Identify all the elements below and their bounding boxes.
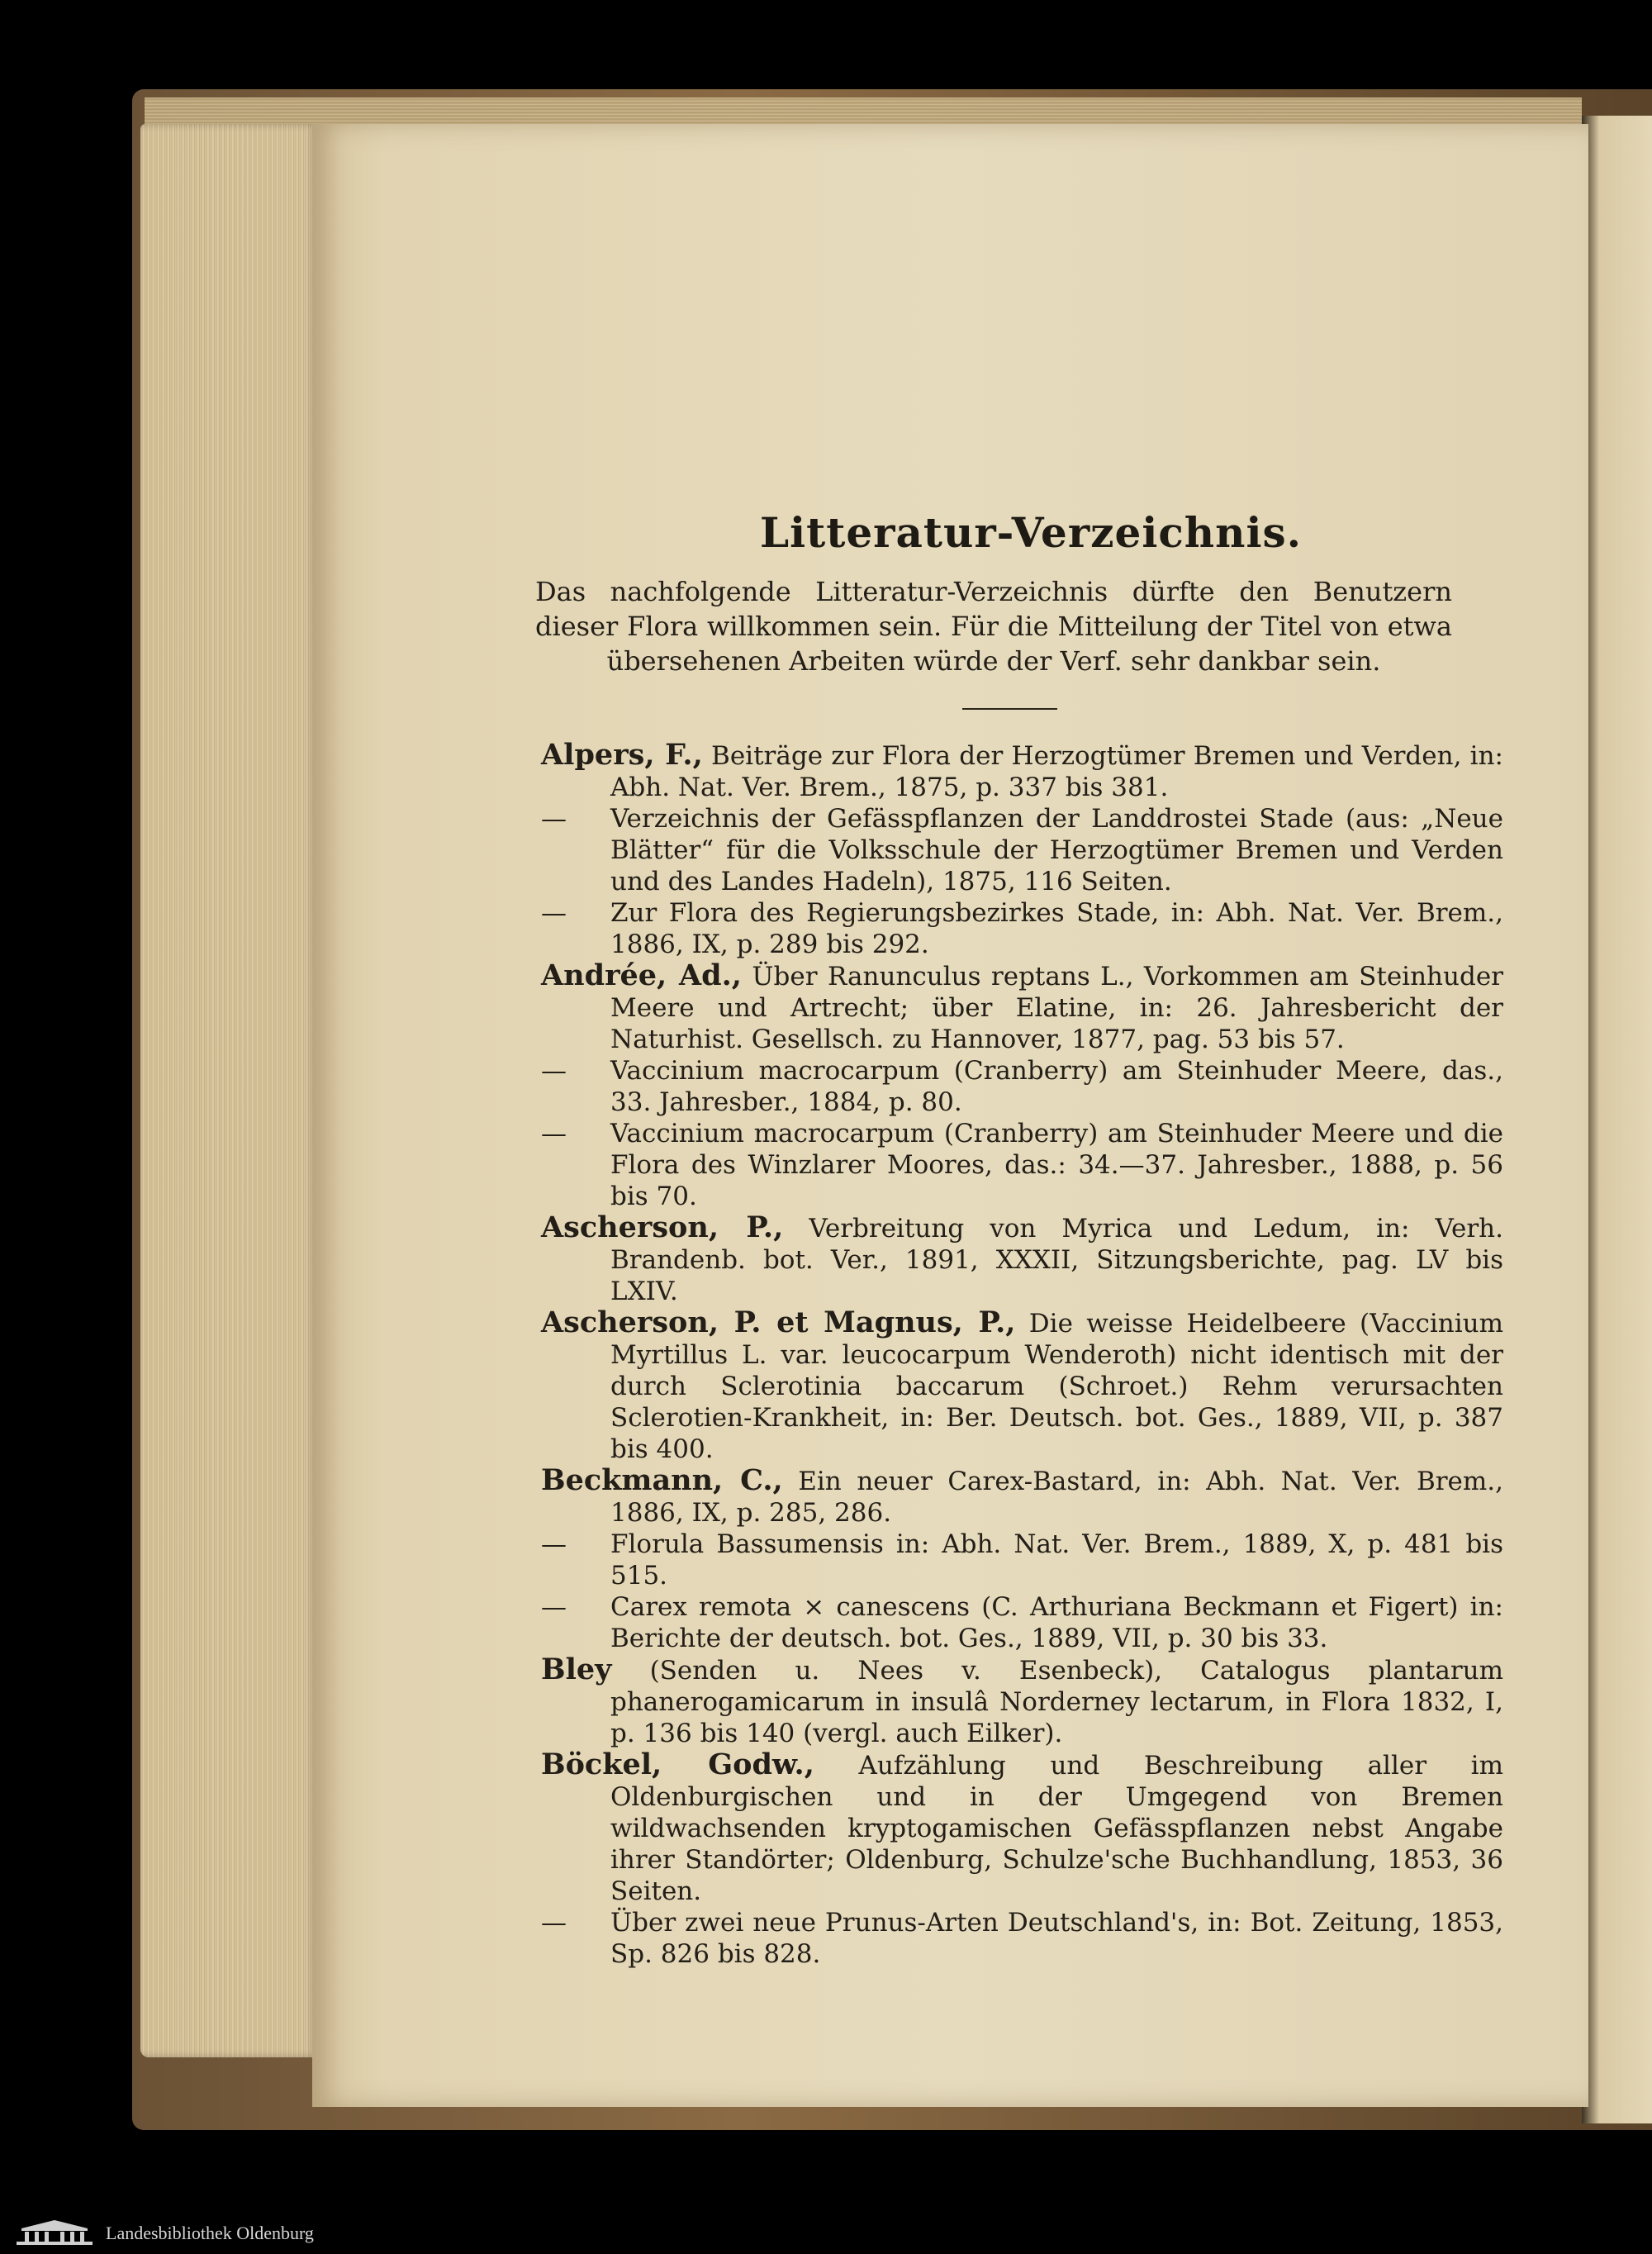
bibliography-list (541, 739, 1503, 1970)
bib-entry: Andrée, Ad., Über Ranunculus reptans L., Vorkommen am Steinhuder Meere und Artrecht; über Elatine, in: 26. Jahresbericht der Naturhist. Gesellsch. zu Hannover, 1877, pag. 53 bis 57. (541, 958, 1504, 1054)
bib-entry: — Über zwei neue Prunus-Arten Deutschland's, in: Bot. Zeitung, 1853, Sp. 826 bis 828. (541, 1908, 1503, 1969)
bib-entry: Alpers, F., Beiträge zur Flora der Herzogtümer Bremen und Verden, in: Abh. Nat. Ver. Brem., 1875, p. 337 bis 381. (541, 738, 1503, 802)
bib-entry: Böckel, Godw., Aufzählung und Beschreibung aller im Oldenburgischen und in der Umgegend von Bremen wildwachsenden kryptogamischen Gefässpflanzen nebst Angabe ihrer Standörter; Oldenburg, Schulze'sche Buchhandlung, 1853, 36 Seiten. (541, 1748, 1503, 1906)
bib-entry: Ascherson, P., Verbreitung von Myrica und Ledum, in: Verh. Brandenb. bot. Ver., 1891, XXXII, Sitzungsberichte, pag. LV bis LXIV. (541, 1210, 1504, 1306)
bib-entry: — Zur Flora des Regierungsbezirkes Stade, in: Abh. Nat. Ver. Brem., 1886, IX, p. 289 bis 292. (541, 898, 1503, 959)
bib-entry: — Vaccinium macrocarpum (Cranberry) am Steinhuder Meere und die Flora des Winzlarer Moores, das.: 34.—37. Jahresber., 1888, p. 56 bis 70. (541, 1119, 1503, 1211)
bib-entry: Bley (Senden u. Nees v. Esenbeck), Catalogus plantarum phanerogamicarum in insulâ Norderney lectarum, in Flora 1832, I, p. 136 bis 140 (vergl. auch Eilker). (541, 1652, 1503, 1748)
bib-entry: — Florula Bassumensis in: Abh. Nat. Ver. Brem., 1889, X, p. 481 bis 515. (541, 1529, 1503, 1591)
next-page-edge (1582, 116, 1652, 2123)
footer-library-name: Landesbibliothek Oldenburg (106, 2223, 314, 2243)
page-stack-edge (140, 124, 318, 2057)
bib-entry: Ascherson, P. et Magnus, P., Die weisse Heidelbeere (Vaccinium Myrtillus L. var. leucocarpum Wenderoth) nicht identisch mit der durch Sclerotinia baccarum (Schroet.) Rehm verursachten Sclerotien-Krankheit, in: Ber. Deutsch. bot. Ges., 1889, VII, p. 387 bis 400. (541, 1305, 1504, 1464)
bib-entry: — Vaccinium macrocarpum (Cranberry) am Steinhuder Meere, das., 33. Jahresber., 1884, p. 80. (541, 1056, 1503, 1117)
bib-entry: Beckmann, C., Ein neuer Carex-Bastard, in: Abh. Nat. Ver. Brem., 1886, IX, p. 285, 286. (541, 1463, 1503, 1528)
separator-rule (962, 708, 1057, 710)
bib-entry: — Verzeichnis der Gefässpflanzen der Landdrostei Stade (aus: „Neue Blätter“ für die Volksschule der Herzogtümer Bremen und Verden und des Landes Hadeln), 1875, 116 Seiten. (541, 804, 1503, 896)
intro-paragraph: Das nachfolgende Litteratur-Verzeichnis dürfte den Benutzern dieser Flora willkommen sein. Für die Mitteilung der Titel von etwa übersehenen Arbeiten würde der Verf. sehr dankbar sein. (535, 576, 1452, 677)
page-title: Litteratur-Verzeichnis. (760, 508, 1303, 557)
library-building-icon (15, 2218, 94, 2247)
bib-entry: — Carex remota × canescens (C. Arthuriana Beckmann et Figert) in: Berichte der deutsch. bot. Ges., 1889, VII, p. 30 bis 33. (541, 1592, 1503, 1653)
